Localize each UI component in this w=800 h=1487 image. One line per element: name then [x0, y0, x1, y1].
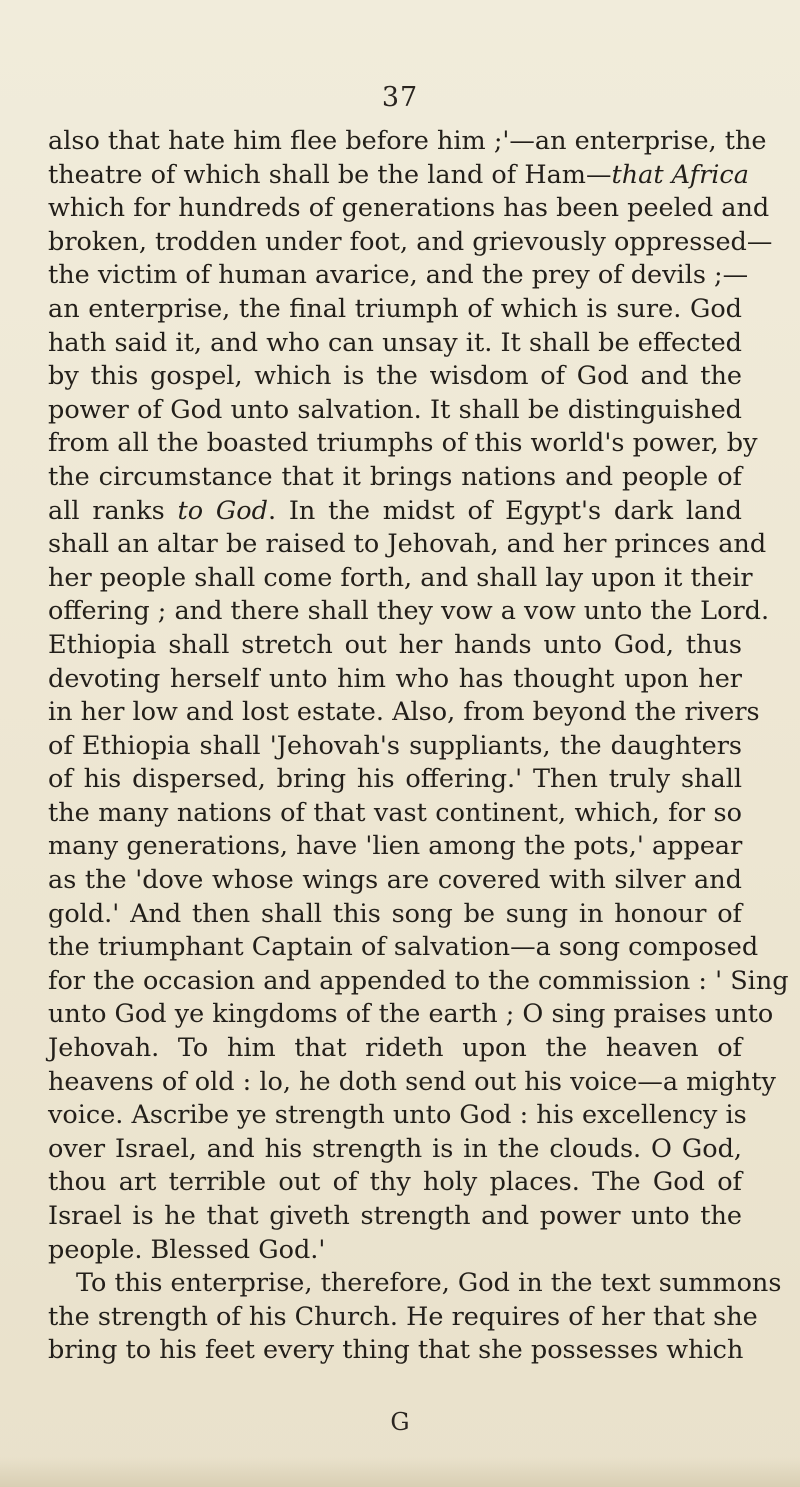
text-line: in her low and lost estate. Also, from beyond the rivers	[48, 697, 760, 728]
text-line: shall an altar be raised to Jehovah, and her princes and	[48, 529, 767, 560]
text-line: bring to his feet every thing that she possesses which	[48, 1335, 744, 1366]
text-line: voice. Ascribe ye strength unto God : his excellency is	[48, 1100, 747, 1131]
page-edge-shadow	[0, 1457, 800, 1487]
text-line: the circumstance that it brings nations and people of	[48, 461, 742, 492]
text-line: the many nations of that vast continent, which, for so	[48, 797, 742, 828]
text-line: all ranks to God. In the midst of Egypt's dark land	[48, 495, 742, 526]
text-line: gold.' And then shall this song be sung in honour of	[48, 898, 742, 929]
text-line: the triumphant Captain of salvation—a song composed	[48, 932, 759, 963]
text-line: from all the boasted triumphs of this world's power, by	[48, 428, 758, 459]
text-line: the strength of his Church. He requires of her that she	[48, 1301, 758, 1332]
text-line: many generations, have 'lien among the pots,' appear	[48, 831, 743, 862]
text-line: as the 'dove whose wings are covered with silver and	[48, 865, 742, 896]
text-line: her people shall come forth, and shall lay upon it their	[48, 562, 753, 593]
text-line: hath said it, and who can unsay it. It shall be effected	[48, 327, 742, 358]
text-line: Israel is he that giveth strength and power unto the	[48, 1201, 742, 1231]
signature-mark: G	[390, 1408, 410, 1436]
text-line: also that hate him flee before him ;'—an enterprise, the	[48, 126, 767, 156]
text-line: Jehovah. To him that rideth upon the heaven of	[48, 1033, 742, 1064]
text-line: people. Blessed God.'	[48, 1234, 326, 1265]
text-line: by this gospel, which is the wisdom of God and the	[48, 361, 742, 392]
text-line: Ethiopia shall stretch out her hands unto God, thus	[48, 629, 742, 660]
text-line: of Ethiopia shall 'Jehovah's suppliants, the daughters	[48, 730, 742, 761]
text-line: theatre of which shall be the land of Ham—that Africa	[48, 159, 749, 190]
page-number: 37	[381, 82, 419, 113]
text-line: heavens of old : lo, he doth send out his voice—a mighty	[48, 1066, 776, 1097]
text-line: offering ; and there shall they vow a vow unto the Lord.	[48, 596, 770, 627]
text-line: for the occasion and appended to the commission : ' Sing	[48, 965, 789, 996]
text-line: To this enterprise, therefore, God in the text summons	[76, 1268, 782, 1299]
text-line: thou art terrible out of thy holy places. The God of	[48, 1167, 742, 1198]
text-line: broken, trodden under foot, and grievously oppressed—	[48, 226, 773, 257]
body-text	[48, 125, 789, 1368]
text-line: the victim of human avarice, and the prey of devils ;—	[48, 260, 749, 291]
text-line: of his dispersed, bring his offering.' Then truly shall	[48, 764, 742, 795]
text-line: devoting herself unto him who has thought upon her	[48, 663, 742, 694]
text-line: an enterprise, the final triumph of which is sure. God	[48, 293, 742, 324]
text-line: which for hundreds of generations has been peeled and	[48, 193, 770, 224]
text-line: over Israel, and his strength is in the clouds. O God,	[48, 1133, 742, 1164]
text-line: power of God unto salvation. It shall be distinguished	[48, 394, 742, 425]
text-line: unto God ye kingdoms of the earth ; O sing praises unto	[48, 999, 774, 1030]
